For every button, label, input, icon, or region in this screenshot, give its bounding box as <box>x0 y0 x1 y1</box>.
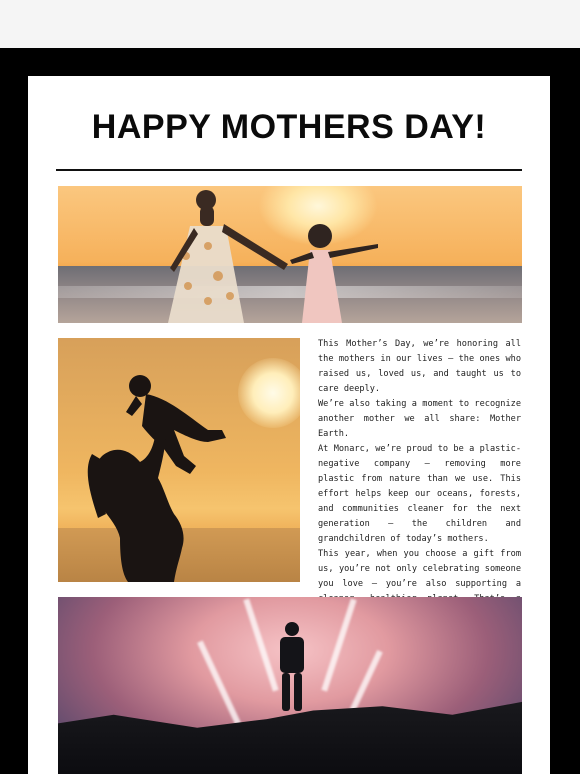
person-standing-on-rocks-icon <box>58 597 522 774</box>
email-card <box>28 76 550 774</box>
bottom-photo <box>58 597 522 774</box>
message-body <box>318 337 521 622</box>
hero-photo <box>58 186 522 323</box>
sunset-photo <box>58 338 300 582</box>
paragraph: This Mother’s Day, we’re honoring all the mothers in our lives — the ones who raised us, loved us, and taught us to care deeply. <box>318 339 521 394</box>
paragraph: This year, when you choose a gift from us, you’re not only celebrating someone you love — you’re also supporting a <box>318 549 521 589</box>
title-divider <box>56 169 522 171</box>
top-bar <box>0 0 580 48</box>
mother-lifting-child-sunset-icon <box>58 338 300 582</box>
paragraph: We’re also taking a moment to recognize another mother we all share: Mother Earth. <box>318 399 521 439</box>
mother-and-child-beach-sunset-icon <box>58 186 522 323</box>
paragraph: At Monarc, we’re proud to be a plastic-negative company — removing more plastic from nature than we use. This effort helps keep our oceans, forests, and communities cleaner for the next generation — the children and grandchildren of today’s mothers. <box>318 444 521 544</box>
page-title: HAPPY MOTHERS DAY! <box>91 108 487 146</box>
